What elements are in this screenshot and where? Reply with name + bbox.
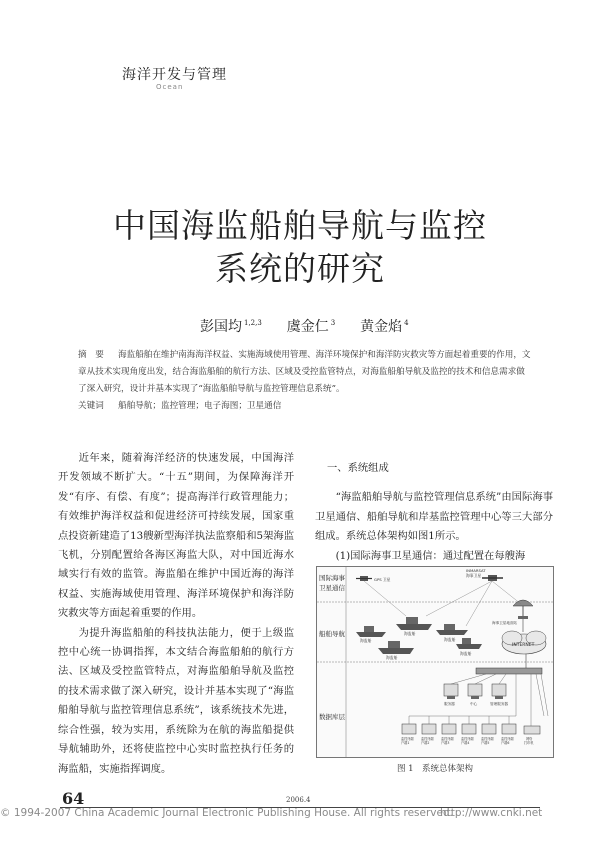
author-affiliation: 3 bbox=[330, 319, 336, 327]
svg-text:海监船: 海监船 bbox=[386, 655, 398, 660]
page-number: 64 bbox=[62, 789, 85, 808]
svg-text:户端2: 户端2 bbox=[421, 741, 430, 745]
svg-text:海监船: 海监船 bbox=[360, 638, 372, 643]
svg-text:户端3: 户端3 bbox=[441, 741, 450, 745]
svg-text:海事卫星地面站: 海事卫星地面站 bbox=[492, 621, 518, 625]
svg-text:户端4: 户端4 bbox=[461, 741, 470, 745]
svg-text:户端6: 户端6 bbox=[501, 741, 510, 745]
svg-text:服务器: 服务器 bbox=[444, 702, 455, 706]
svg-text:管理服务器: 管理服务器 bbox=[490, 702, 508, 706]
svg-text:海监船: 海监船 bbox=[460, 651, 472, 656]
svg-text:户端5: 户端5 bbox=[481, 741, 490, 745]
author-affiliation: 1,2,3 bbox=[244, 319, 262, 327]
issue-label: 2006.4 bbox=[286, 796, 311, 804]
keywords-label: 关键词 bbox=[78, 401, 104, 411]
abstract bbox=[78, 347, 533, 398]
svg-text:INMARSAT: INMARSAT bbox=[466, 568, 486, 573]
body-paragraph: 为提升海监船舶的科技执法能力，便于上级监控中心统一协调指挥，本文结合海监船舶的航行方法、区域及受控监管特点，对海监船舶导航及监控的技术需求做了深入研究，设计并基本实现了“海监船舶导航与监控管理信息系统”，该系统技术先进，综合性强，较为实用，系统除为在航的海监船提供导航辅助外，还将使监控中心实时监控执行任务的海监船，实施指挥调度。 bbox=[58, 626, 294, 775]
svg-text:打印机: 打印机 bbox=[524, 741, 534, 745]
svg-text:监控终端: 监控终端 bbox=[421, 737, 434, 741]
article-title-line-2: 系统的研究 bbox=[215, 249, 385, 288]
journal-section-subtitle: Ocean bbox=[156, 83, 184, 91]
svg-text:海监船: 海监船 bbox=[404, 631, 416, 636]
journal-section-title: 海洋开发与管理 bbox=[122, 67, 227, 83]
layer-label-database: 数据库层 bbox=[319, 713, 345, 721]
section-heading: 一、系统组成 bbox=[327, 462, 389, 474]
svg-text:INTERNET: INTERNET bbox=[512, 643, 535, 648]
layer-label-navigation: 船舶导航 bbox=[319, 630, 345, 638]
svg-text:监控终端: 监控终端 bbox=[501, 737, 514, 741]
svg-text:监控终端: 监控终端 bbox=[401, 737, 414, 741]
article-title-line-1: 中国海监船舶导航与监控 bbox=[113, 206, 487, 245]
svg-text:海监船: 海监船 bbox=[444, 637, 456, 642]
svg-text:网络: 网络 bbox=[526, 737, 533, 741]
left-column bbox=[58, 449, 294, 779]
layer-label-satellite: 国际海事 bbox=[319, 574, 345, 582]
svg-text:海事卫星: 海事卫星 bbox=[466, 573, 482, 578]
abstract-label: 摘 要 bbox=[78, 350, 104, 360]
network-switch-icon bbox=[476, 668, 542, 674]
svg-text:中心: 中心 bbox=[470, 702, 478, 706]
body-paragraph: (1)国际海事卫星通信：通过配置在每艘海 bbox=[335, 549, 526, 562]
author-affiliation: 4 bbox=[404, 319, 409, 327]
abstract-text: 海监船舶在维护南海海洋权益、实施海域使用管理、海洋环境保护和海洋防灾救灾等方面起着重要的作用，文章从技术实现角度出发，结合海监船舶的航行方法、区域及受控监管特点，对海监船舶导航及监控的技术和信息需求做了深入研究，设计并基本实现了“海监船舶导航与监控管理信息系统”。 bbox=[78, 350, 531, 394]
svg-text:监控终端: 监控终端 bbox=[461, 737, 474, 741]
author-name: 黄金焰 bbox=[360, 319, 403, 335]
figure-caption: 图 1 系统总体架构 bbox=[396, 764, 474, 774]
cnki-link[interactable]: http://www.cnki.net bbox=[440, 807, 543, 819]
svg-text:GPS 卫星: GPS 卫星 bbox=[374, 577, 391, 582]
body-paragraph: 近年来，随着海洋经济的快速发展，中国海洋开发领域不断扩大。“十五”期间，为保障海洋开发“有序、有偿、有度”；提高海洋行政管理能力；有效维护海洋权益和促进经济可持续发展，国家重点投资新建造了13艘新型海洋执法监察船和5架海监飞机，分别配置给各海区海监大队，对中国近海水域实行有效的监管。海监船在维护中国近海的海洋权益、实施海域使用管理、海洋环境保护和海洋防灾救灾等方面起着重要的作用。 bbox=[58, 452, 294, 620]
svg-text:户端1: 户端1 bbox=[401, 741, 410, 745]
keywords-text: 船舶导航；监控管理；电子海图；卫星通信 bbox=[118, 401, 282, 411]
copyright-text: © 1994-2007 China Academic Journal Electronic Publishing House. All rights reserved. bbox=[0, 807, 453, 819]
copyright-line bbox=[0, 807, 600, 819]
right-column bbox=[315, 459, 553, 566]
svg-text:卫星通信: 卫星通信 bbox=[319, 584, 345, 592]
author-name: 彭国均 bbox=[200, 319, 242, 335]
system-architecture-figure bbox=[316, 566, 554, 758]
body-paragraph: “海监船舶导航与监控管理信息系统”由国际海事卫星通信、船舶导航和岸基监控管理中心等三大部分组成。系统总体架构如图1所示。 bbox=[315, 491, 553, 543]
author-name: 虞金仁 bbox=[286, 319, 329, 335]
keywords bbox=[78, 399, 533, 411]
svg-text:监控终端: 监控终端 bbox=[481, 737, 494, 741]
author-list bbox=[200, 316, 409, 336]
svg-text:监控终端: 监控终端 bbox=[441, 737, 454, 741]
